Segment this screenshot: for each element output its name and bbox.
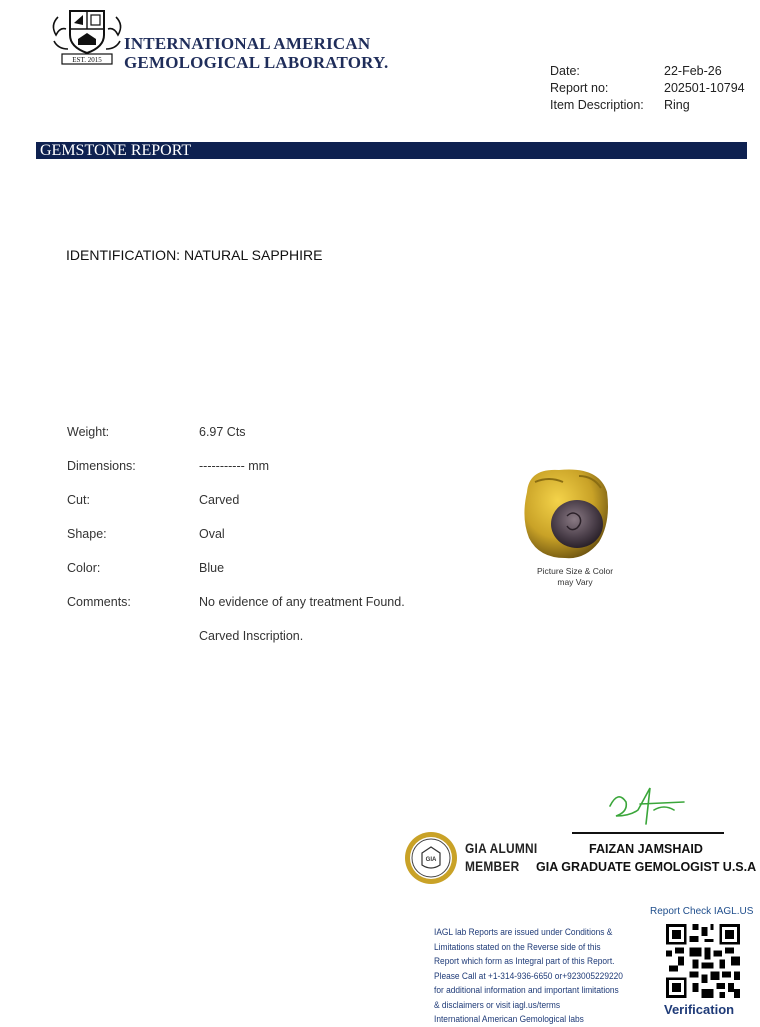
disclaimer [434, 925, 659, 1027]
gia-alumni-line1: GIA ALUMNI [465, 840, 538, 856]
disclaimer-line: International American Gemological labs [434, 1014, 584, 1024]
logo-est-text: EST. 2015 [72, 56, 102, 64]
comments-value-line2: Carved Inscription. [199, 629, 304, 643]
disclaimer-line: for additional information and important limitations [434, 985, 619, 995]
disclaimer-line: IAGL lab Reports are issued under Conditions & [434, 927, 613, 937]
disclaimer-line: & disclaimers or visit iagl.us/terms [434, 999, 561, 1010]
signer-name: FAIZAN JAMSHAID [589, 842, 703, 856]
disclaimer-line: Limitations stated on the Reverse side of this [434, 941, 601, 952]
shape-value: Oval [199, 527, 225, 541]
org-name-line1: INTERNATIONAL AMERICAN [124, 34, 371, 53]
verification-label: Verification [664, 1002, 735, 1017]
comments-value: No evidence of any treatment Found. [199, 595, 405, 609]
weight-label: Weight: [67, 425, 110, 439]
report-no-value: 202501-10794 [664, 81, 745, 95]
org-name-line2: GEMOLOGICAL LABORATORY. [124, 53, 389, 72]
disclaimer-line: Please Call at +1-314-936-6650 or+923005229220 [434, 970, 623, 981]
lab-logo [48, 5, 126, 67]
picture-note-line1: Picture Size & Color [536, 566, 614, 576]
identification: IDENTIFICATION: NATURAL SAPPHIRE [66, 247, 323, 263]
item-description-label: Item Description: [550, 98, 644, 112]
color-label: Color: [67, 561, 101, 575]
comments-label: Comments: [67, 595, 131, 609]
report-no-label: Report no: [550, 81, 609, 95]
item-description-value: Ring [664, 98, 690, 112]
gia-alumni-line2: MEMBER [465, 858, 520, 874]
report-banner [36, 142, 747, 159]
cut-label: Cut: [67, 493, 90, 507]
disclaimer-line: Report which form as Integral part of this Report. [434, 956, 615, 966]
picture-note-line2: may Vary [557, 577, 593, 587]
dimensions-label: Dimensions: [67, 459, 136, 473]
color-value: Blue [199, 561, 225, 575]
gia-alumni-seal [404, 831, 458, 885]
signature-line [572, 832, 724, 834]
report-title: GEMSTONE REPORT [40, 142, 192, 159]
qr-code-icon[interactable] [666, 924, 740, 998]
cut-value: Carved [199, 493, 240, 507]
report-check-link[interactable]: Report Check IAGL.US [650, 906, 754, 917]
ring-photo [519, 462, 613, 562]
dimensions-value: ----------- mm [199, 459, 270, 473]
date-label: Date: [550, 64, 580, 78]
date-value: 22-Feb-26 [664, 64, 722, 78]
picture-note [520, 566, 630, 588]
weight-value: 6.97 Cts [199, 425, 246, 439]
shape-label: Shape: [67, 527, 107, 541]
svg-text:GIA: GIA [425, 857, 437, 863]
signature [604, 780, 686, 830]
signer-title: GIA GRADUATE GEMOLOGIST U.S.A [536, 860, 757, 874]
